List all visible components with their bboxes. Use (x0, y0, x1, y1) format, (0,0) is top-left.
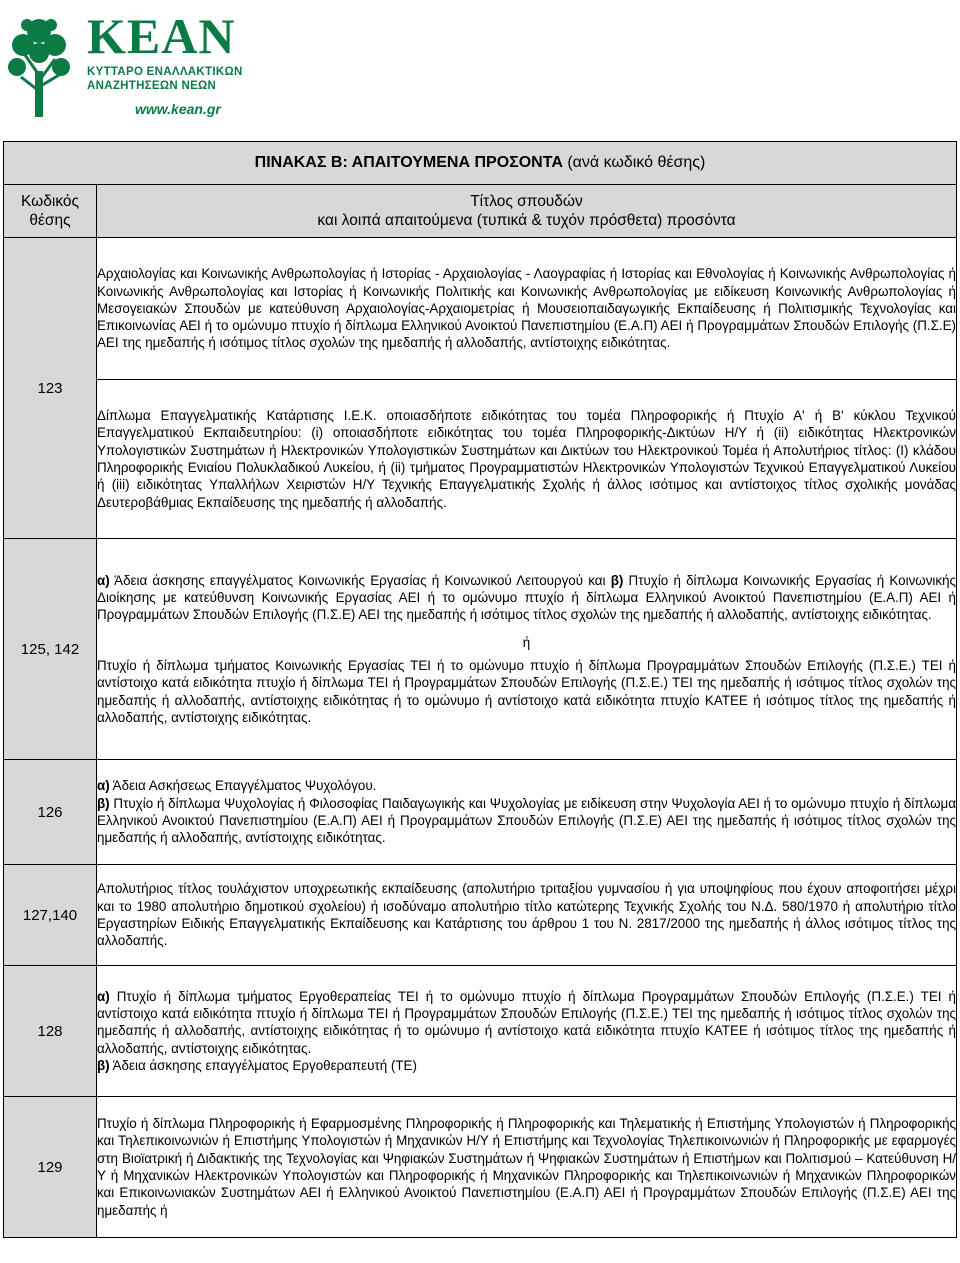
logo-subtitle-line2: ΑΝΑΖΗΤΗΣΕΩΝ ΝΕΩΝ (87, 80, 217, 92)
code-cell: 123 (4, 238, 97, 539)
table-title (4, 142, 957, 185)
requirement-block (97, 572, 956, 624)
code-cell: 129 (4, 1097, 97, 1238)
col-header-code (4, 185, 97, 238)
item-label: β) (97, 1057, 110, 1073)
requirement-item-a (97, 777, 956, 794)
table-row (4, 865, 957, 966)
requirements-cell (97, 865, 957, 966)
requirements-text: Πτυχίο ή δίπλωμα Πληροφορικής ή Εφαρμοσμένης Πληροφορικής ή Πληροφορικής και Τηλεματικής ή Επιστήμης Υπολογιστών ή Πληροφορικής και Τηλεπικοινωνιών ή Επιστήμης Υπολογιστών ή Μηχανικών Η/Υ ή Επιστήμης και Τεχνολογίας Τηλεπικοινωνιών ή Πληροφορικής με εφαρμογές στη Βιοϊατρική ή Διδακτικής της Τεχνολογίας και Ψηφιακών Συστημάτων ή Ψηφιακών Συστημάτων ή Επιστήμων και Πολιτισμού – Κατεύθυνση Η/Υ ή Μηχανικών Ηλεκτρονικών Υπολογιστών και Πληροφορικής ή Μηχανικών Πληροφορικής και Τηλεπικοινωνιών ή Μηχανικών Πληροφορικών και Επικοινωνιακών Συστημάτων ΑΕΙ ή Ελληνικού Ανοικτού Πανεπιστημίου (Ε.Α.Π) ΑΕΙ ή Προγραμμάτων Σπουδών Επιλογής (Π.Σ.Ε) ΑΕΙ της ημεδαπής ή (97, 1116, 956, 1218)
code-cell: 128 (4, 966, 97, 1097)
requirements-cell (97, 966, 957, 1097)
item-label: α) (97, 988, 110, 1004)
item-label: β) (97, 795, 110, 811)
requirements-cell (97, 380, 957, 539)
code-cell: 126 (4, 760, 97, 865)
requirements-cell (97, 238, 957, 380)
logo-title: ΚΕΑΝ (87, 8, 236, 64)
logo-url: www.kean.gr (135, 101, 221, 117)
col-header-title (97, 185, 957, 238)
logo-subtitle (87, 65, 243, 93)
table-title-rest: (ανά κωδικό θέσης) (562, 154, 706, 171)
code-cell: 125, 142 (4, 539, 97, 760)
item-text: Πτυχίο ή δίπλωμα Κοινωνικής Εργασίας ή Κοινωνικής Διοίκησης με κατεύθυνση Κοινωνικής Εργασίας ΑΕΙ ή το ομώνυμο πτυχίο ή δίπλωμα Ελληνικού Ανοικτού Πανεπιστημίου (Ε.Α.Π) ΑΕΙ ή Προγραμμάτων Σπουδών Επιλογής (Π.Σ.Ε) ΑΕΙ της ημεδαπής ή ισότιμος τίτλος σχολών της ημεδαπής ή αλλοδαπής, αντίστοιχης ειδικότητας. (97, 572, 956, 623)
item-label: β) (610, 572, 624, 588)
logo-subtitle-line1: ΚΥΤΤΑΡΟ ΕΝΑΛΛΑΚΤΙΚΩΝ (87, 66, 243, 78)
table-row (4, 760, 957, 865)
requirements-text: Πτυχίο ή δίπλωμα τμήματος Κοινωνικής Εργασίας ΤΕΙ ή το ομώνυμο πτυχίο ή δίπλωμα Προγραμμάτων Σπουδών Επιλογής (Π.Σ.Ε.) ΤΕΙ ή αντίστοιχο κατά ειδικότητα πτυχίο ή δίπλωμα ΤΕΙ ή Προγραμμάτων Σπουδών Επιλογής (Π.Σ.Ε.) ΤΕΙ της ημεδαπής ή ισότιμος τίτλος σχολών της ημεδαπής ή αλλοδαπής, αντίστοιχης ειδικότητας ή το ομώνυμο ή αντίστοιχο κατά ειδικότητα πτυχίο ΚΑΤΕΕ ή ισότιμος τίτλος της ημεδαπής ή αλλοδαπής, αντίστοιχης ειδικότητας. (97, 658, 956, 725)
requirements-text: Δίπλωμα Επαγγελματικής Κατάρτισης Ι.Ε.Κ. οποιασδήποτε ειδικότητας του τομέα Πληροφορικής ή Πτυχίο Α' ή Β' κύκλου Τεχνικού Επαγγελματικού Εκπαιδευτηρίου: (i) οποιασδήποτε ειδικότητας του τομέα Πληροφορικής-Δικτύων Η/Υ ή (ii) ειδικότητας Ηλεκτρονικών Υπολογιστικών Συστημάτων ή Ηλεκτρονικών Υπολογιστικών Συστημάτων και Δικτύων του Ηλεκτρονικού Τομέα ή Απολυτήριος τίτλος: (Ι) κλάδου Πληροφορικής Ενιαίου Πολυκλαδικού Λυκείου, ή (ii) τμήματος Προγραμματιστών Ηλεκτρονικών Υπολογιστών Τεχνικού Επαγγελματικού Λυκείου ή (iii) ειδικότητας Υπαλλήλων Χειριστών Η/Υ Τεχνικής Επαγγελματικής Σχολής ή άλλος ισότιμος και αντίστοιχος τίτλος σχολικής μονάδας Δευτεροβάθμιας Εκπαίδευσης της ημεδαπής ή αλλοδαπής. (97, 408, 956, 510)
item-label: α) (97, 778, 110, 794)
item-text: Άδεια Ασκήσεως Επαγγέλματος Ψυχολόγου. (109, 778, 377, 794)
item-text: Άδεια άσκησης επαγγέλματος Εργοθεραπευτή (ΤΕ) (109, 1057, 417, 1073)
col-header-code-line1: Κωδικός (21, 193, 79, 210)
requirements-cell (97, 1097, 957, 1238)
item-label: α) (97, 572, 110, 588)
table-row (4, 539, 957, 760)
col-header-code-line2: θέσης (29, 212, 71, 229)
or-separator: ή (522, 634, 531, 650)
table-title-bold: ΠΙΝΑΚΑΣ Β: ΑΠΑΙΤΟΥΜΕΝΑ ΠΡΟΣΟΝΤΑ (254, 154, 563, 171)
requirement-item-a (97, 988, 956, 1057)
requirements-cell (97, 760, 957, 865)
table-row (4, 380, 957, 539)
col-header-title-line1: Τίτλος σπουδών (470, 193, 583, 210)
tree-logo-icon (7, 11, 71, 119)
requirements-text: Αρχαιολογίας και Κοινωνικής Ανθρωπολογίας ή Ιστορίας - Αρχαιολογίας - Λαογραφίας ή Ιστορίας και Εθνολογίας ή Κοινωνικής Ανθρωπολογίας ή Κοινωνικής Ανθρωπολογίας και Ιστορίας ή Κοινωνικής Πολιτικής και Κοινωνικής Ανθρωπολογίας με ειδίκευση Κοινωνικής Ανθρωπολογίας ή Μεσογειακών Σπουδών με κατεύθυνση Αρχαιολογίας-Αρχαιομετρίας ή Μουσειοπαιδαγωγικής Εκπαίδευσης ή Πολιτισμικής Τεχνολογίας και Επικοινωνίας ΑΕΙ ή το ομώνυμο πτυχίο ή δίπλωμα Ελληνικού Ανοικτού Πανεπιστημίου (Ε.Α.Π) ΑΕΙ ή Προγραμμάτων Σπουδών Επιλογής (Π.Σ.Ε) ΑΕΙ της ημεδαπής ή ισότιμος τίτλος σχολών της ημεδαπής ή αλλοδαπής, αντίστοιχης ειδικότητας. (97, 266, 956, 351)
item-text: Πτυχίο ή δίπλωμα Ψυχολογίας ή Φιλοσοφίας Παιδαγωγικής και Ψυχολογίας με ειδίκευση στην Ψυχολογία ΑΕΙ ή το ομώνυμο πτυχίο ή δίπλωμα Ελληνικού Ανοικτού Πανεπιστημίου (Ε.Α.Π) ΑΕΙ ή Προγραμμάτων Σπουδών Επιλογής (Π.Σ.Ε) ΑΕΙ της ημεδαπής ή ισότιμος τίτλος σχολών της ημεδαπής ή αλλοδαπής, αντίστοιχης ειδικότητας. (97, 795, 956, 846)
requirements-text: Απολυτήριος τίτλος τουλάχιστον υποχρεωτικής εκπαίδευσης (απολυτήριο τριταξίου γυμνασίου ή για υποψηφίους που έχουν αποφοιτήσει μέχρι και το 1980 απολυτήριο δημοτικού σχολείου) ή ισοδύναμο απολυτήριο τίτλο κατώτερης Τεχνικής Σχολής του Ν.Δ. 580/1970 ή απολυτήριο τίτλο Εργαστηρίων Ειδικής Επαγγελματικής Εκπαίδευσης και Κατάρτισης του άρθρου 1 του Ν. 2817/2000 της ημεδαπής ή άλλος ισότιμος τίτλος της αλλοδαπής. (97, 881, 956, 949)
requirement-item-b (97, 1057, 956, 1074)
table-row (4, 1097, 957, 1238)
item-text: Πτυχίο ή δίπλωμα τμήματος Εργοθεραπείας ΤΕΙ ή το ομώνυμο πτυχίο ή δίπλωμα Προγραμμάτων Σπουδών Επιλογής (Π.Σ.Ε.) ΤΕΙ ή αντίστοιχο κατά ειδικότητα πτυχίο ή δίπλωμα ΤΕΙ ή Προγραμμάτων Σπουδών Επιλογής (Π.Σ.Ε.) ΤΕΙ της ημεδαπής ή ισότιμος τίτλος σχολών της ημεδαπής ή αλλοδαπής, αντίστοιχης ειδικότητας ή το ομώνυμο ή αντίστοιχο κατά ειδικότητα πτυχίο ΚΑΤΕΕ ή ισότιμος τίτλος της ημεδαπής ή αλλοδαπής, αντίστοιχης ειδικότητας. (97, 988, 956, 1056)
table-row (4, 238, 957, 380)
table-header-row (4, 142, 957, 185)
table-row (4, 966, 957, 1097)
qualifications-table (3, 141, 957, 1238)
kean-logo (1, 1, 246, 129)
item-text: Άδεια άσκησης επαγγέλματος Κοινωνικής Εργασίας ή Κοινωνικού Λειτουργού και (109, 572, 611, 588)
code-cell: 127,140 (4, 865, 97, 966)
column-headers-row (4, 185, 957, 238)
col-header-title-line2: και λοιπά απαιτούμενα (τυπικά & τυχόν πρόσθετα) προσόντα (317, 212, 736, 229)
requirement-item-b (97, 795, 956, 847)
requirements-cell (97, 539, 957, 760)
